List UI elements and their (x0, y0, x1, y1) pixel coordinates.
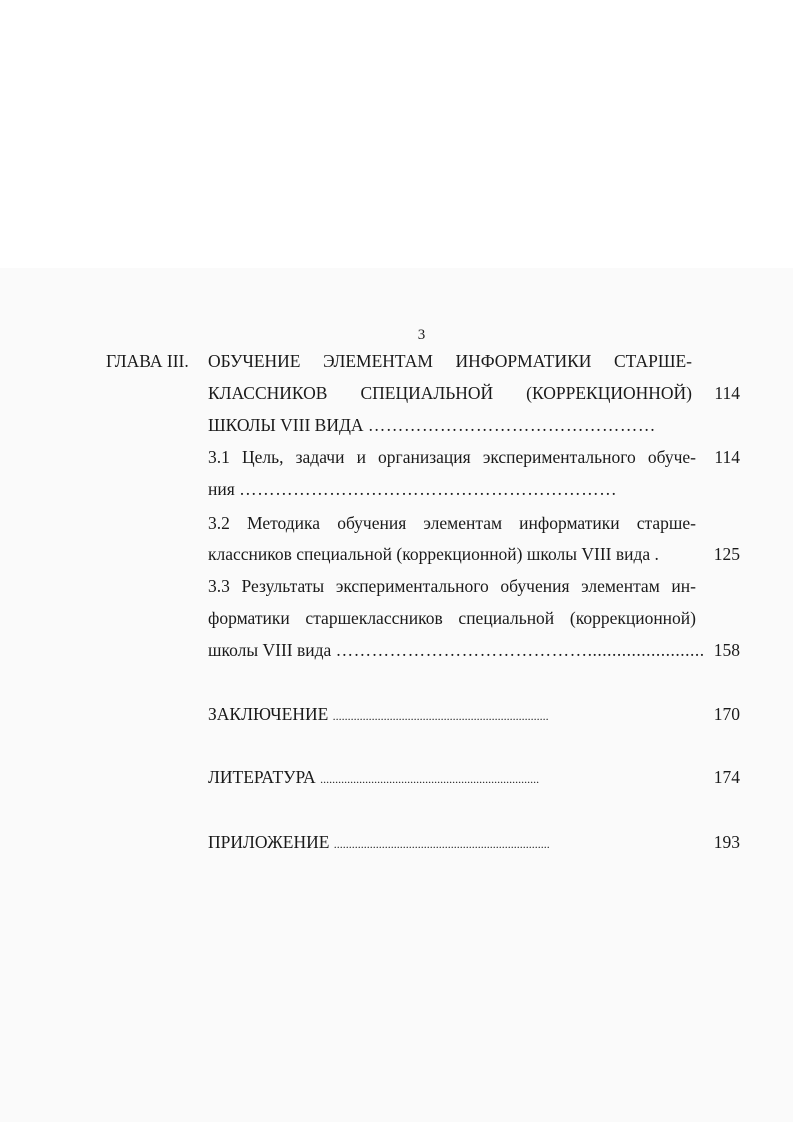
literature-page-number: 174 (713, 767, 740, 787)
section-3-1-page-number: 114 (714, 447, 740, 467)
section-3-3-line3-text: школы VIII вида (208, 640, 332, 660)
conclusion-leader-dots: ........................................................................ (332, 709, 549, 723)
toc-entry-conclusion (208, 703, 549, 727)
chapter-title-line3-text: ШКОЛЫ VIII ВИДА (208, 415, 364, 435)
conclusion-page-number: 170 (713, 704, 740, 724)
chapter-title-line3 (208, 414, 656, 436)
section-3-3-page-number: 158 (713, 640, 740, 660)
section-3-1-line2-text: ния (208, 479, 235, 499)
chapter-page-number: 114 (714, 383, 740, 403)
chapter-leader-dots: ………………………………………… (367, 415, 656, 435)
appendix-page-number: 193 (713, 832, 740, 852)
chapter-title-line2: КЛАССНИКОВ СПЕЦИАЛЬНОЙ (КОРРЕКЦИОННОЙ) (208, 383, 692, 403)
section-3-1-line1: 3.1 Цель, задачи и организация экспериментального обуче- (208, 447, 696, 467)
section-3-2-line1: 3.2 Методика обучения элементам информатики старше- (208, 513, 696, 533)
conclusion-title: ЗАКЛЮЧЕНИЕ (208, 704, 329, 724)
toc-entry-appendix (208, 831, 550, 855)
section-3-2-page-number: 125 (713, 544, 740, 564)
literature-title: ЛИТЕРАТУРА (208, 767, 316, 787)
toc-entry-literature (208, 766, 539, 790)
chapter-label: ГЛАВА III. (106, 351, 189, 371)
appendix-leader-dots: ........................................................................ (333, 837, 550, 851)
section-3-3-line2: форматики старшеклассников специальной (коррекционной) (208, 608, 696, 628)
chapter-title-line1: ОБУЧЕНИЕ ЭЛЕМЕНТАМ ИНФОРМАТИКИ СТАРШЕ- (208, 351, 692, 371)
section-3-3-line1: 3.3 Результаты экспериментального обучения элементам ин- (208, 576, 696, 596)
section-3-2-line2: классников специальной (коррекционной) школы VIII вида . (208, 544, 659, 564)
literature-leader-dots: ......................................................................... (320, 772, 540, 786)
appendix-title: ПРИЛОЖЕНИЕ (208, 832, 330, 852)
section-3-1-line2 (208, 478, 617, 500)
section-3-3-line3 (208, 639, 705, 661)
page-number: 3 (417, 327, 426, 343)
section-3-1-leader-dots: ……………………………………………………… (239, 479, 618, 499)
section-3-3-leader-dots: ……………………………………........................ (335, 640, 705, 660)
